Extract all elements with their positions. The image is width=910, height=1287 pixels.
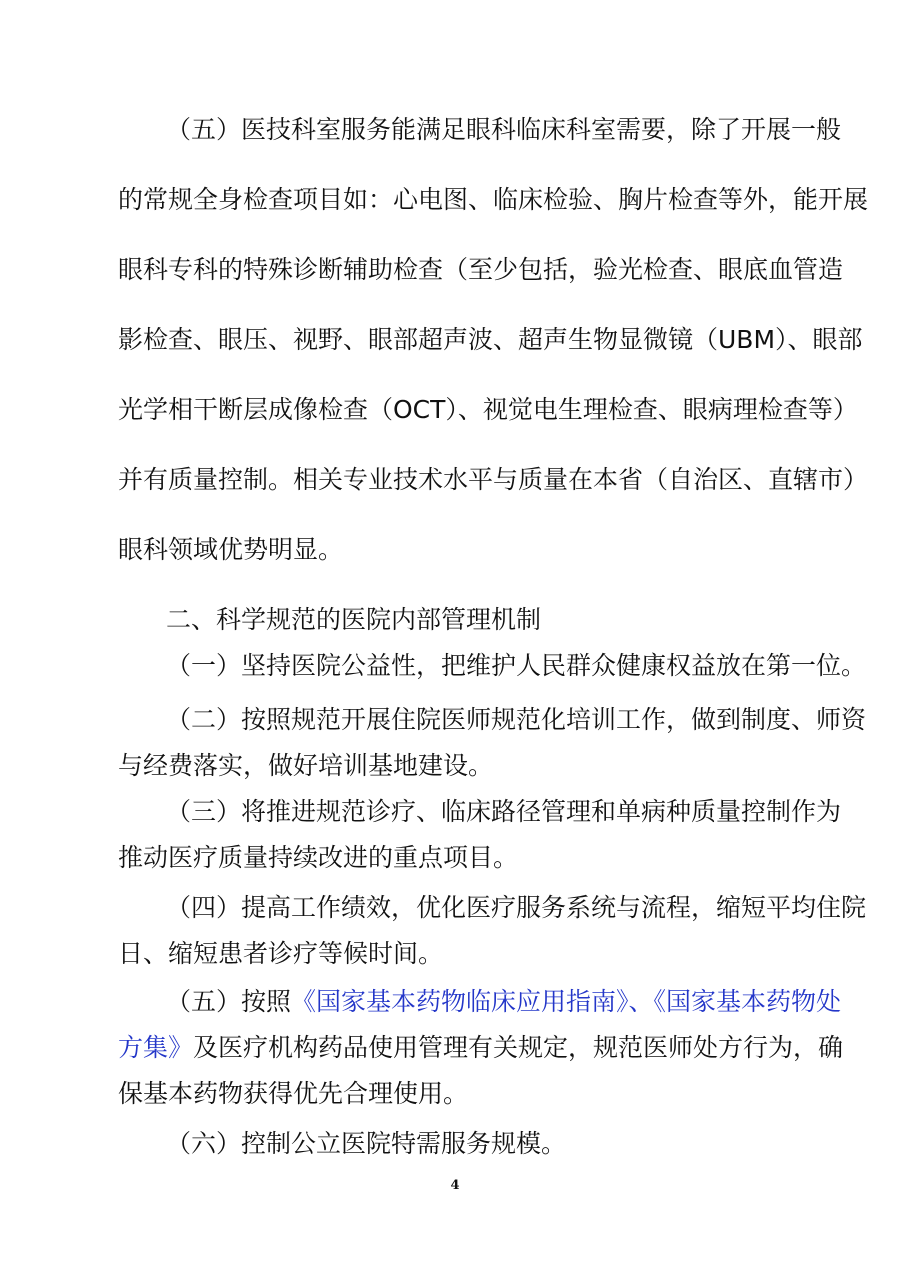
section5-line-5: 光学相干断层成像检查（OCT）、视觉电生理检查、眼病理检查等）	[118, 395, 858, 424]
item-2-line-1: （二）按照规范开展住院医师规范化培训工作，做到制度、师资	[166, 705, 867, 734]
section5-line-2: 的常规全身检查项目如：心电图、临床检验、胸片检查等外，能开展	[118, 185, 869, 214]
section5-line-3: 眼科专科的特殊诊断辅助检查（至少包括，验光检查、眼底血管造	[118, 255, 844, 284]
prescription-collection-link[interactable]: 方集》	[118, 1033, 194, 1062]
item-5-line-2-text: 及医疗机构药品使用管理有关规定，规范医师处方行为，确	[193, 1033, 844, 1062]
section5-line-6: 并有质量控制。相关专业技术水平与质量在本省（自治区、直辖市）	[118, 465, 869, 494]
section5-line-4: 影检查、眼压、视野、眼部超声波、超声生物显微镜（UBM）、眼部	[118, 325, 863, 354]
item-5-line-2	[118, 1031, 844, 1065]
item-3-line-2: 推动医疗质量持续改进的重点项目。	[118, 843, 519, 872]
page-number: 4	[450, 1178, 460, 1193]
item-5-prefix: （五）按照	[166, 987, 292, 1016]
guide-link[interactable]: 《国家基本药物临床应用指南》、《国家基本药物处	[291, 987, 842, 1016]
item-4-line-1: （四）提高工作绩效，优化医疗服务系统与流程，缩短平均住院	[166, 893, 867, 922]
section-heading: 二、科学规范的医院内部管理机制	[166, 605, 542, 634]
item-2-line-2: 与经费落实，做好培训基地建设。	[118, 751, 494, 780]
item-6-line-1: （六）控制公立医院特需服务规模。	[166, 1129, 567, 1158]
item-4-line-2: 日、缩短患者诊疗等候时间。	[118, 939, 444, 968]
section5-line-1: （五）医技科室服务能满足眼科临床科室需要，除了开展一般	[166, 115, 842, 144]
item-5-line-3: 保基本药物获得优先合理使用。	[118, 1079, 469, 1108]
section5-line-7: 眼科领域优势明显。	[118, 535, 344, 564]
item-1-line-1: （一）坚持医院公益性，把维护人民群众健康权益放在第一位。	[166, 651, 867, 680]
item-5-line-1	[166, 985, 842, 1019]
item-3-line-1: （三）将推进规范诊疗、临床路径管理和单病种质量控制作为	[166, 797, 842, 826]
